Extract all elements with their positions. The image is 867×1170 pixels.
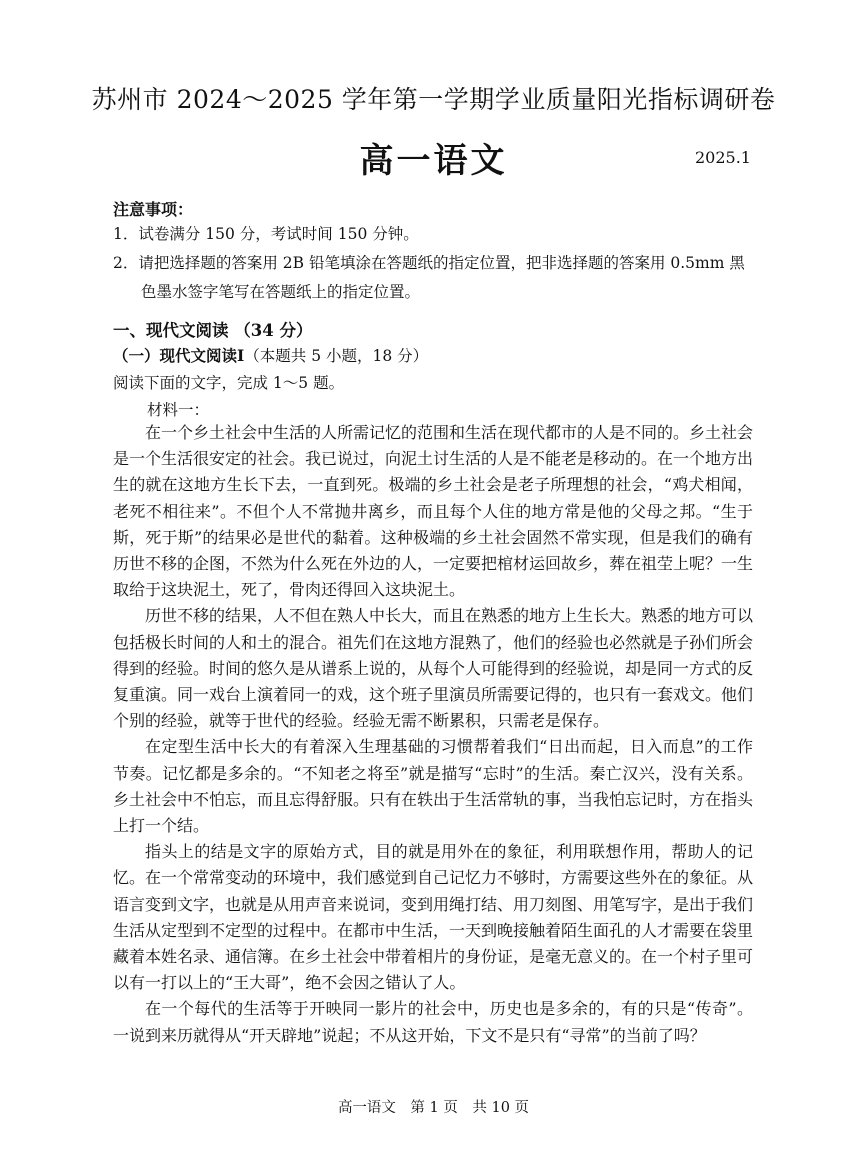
paragraph: 在一个每代的生活等于开映同一影片的社会中，历史也是多余的，有的只是“传奇”。一说到来历就得从“开天辟地”说起；不从这开始，下文不是只有“寻常”的当前了吗？ (113, 999, 753, 1045)
exam-date: 2025.1 (695, 148, 751, 167)
subsection-title: （一）现代文阅读Ⅰ (113, 346, 245, 365)
notice-item-2-continued: 色墨水签字笔写在答题纸上的指定位置。 (141, 283, 421, 301)
paragraph: 指头上的结是文字的原始方式，目的就是用外在的象征，利用联想作用，帮助人的记忆。在一个常常变动的环境中，我们感觉到自己记忆力不够时，方需要这些外在的象征。从语言变到文字，也就是从用声音来说词，变到用绳打结、用刀刻图、用笔写字，是出于我们生活从定型到不定型的过程中。在都市中生活，一天到晚接触着陌生面孔的人才需要在袋里藏着本姓名录、通信簿。在乡土社会中带着相片的身份证，是毫无意义的。在一个村子里可以有一打以上的“王大哥”，绝不会因之错认了人。 (113, 842, 754, 993)
paragraph: 在一个乡土社会中生活的人所需记忆的范围和生活在现代都市的人是不同的。乡土社会是一个生活很安定的社会。我已说过，向泥土讨生活的人是不能老是移动的。在一个地方出生的就在这地方生长下去，一直到死。极端的乡土社会是老子所理想的社会，“鸡犬相闻，老死不相往来”。不但个人不常抛井离乡，而且每个人住的地方常是他的父母之邦。“生于斯，死于斯”的结果必是世代的黏着。这种极端的乡土社会固然不常实现，但是我们的确有历世不移的企图，不然为什么死在外边的人，一定要把棺材运回故乡，葬在祖茔上呢？一生取给于这块泥土，死了，骨肉还得回入这块泥土。 (113, 423, 754, 600)
notice-item-2: 2．请把选择题的答案用 2B 铅笔填涂在答题纸的指定位置，把非选择题的答案用 0.5mm 黑 (113, 254, 745, 272)
material-label: 材料一： (147, 401, 210, 419)
notice-heading: 注意事项： (113, 200, 194, 219)
subsection-heading (113, 344, 428, 366)
paragraph: 在定型生活中长大的有着深入生理基础的习惯帮着我们“日出而起，日入而息”的工作节奏。记忆都是多余的。“不知老之将至”就是描写“忘时”的生活。秦亡汉兴，没有关系。乡土社会中不怕忘，而且忘得舒服。只有在轶出于生活常轨的事，当我怕忘记时，方在指头上打一个结。 (113, 737, 754, 836)
exam-title: 苏州市 2024～2025 学年第一学期学业质量阳光指标调研卷 (91, 85, 776, 114)
page-footer: 高一语文 第 1 页 共 10 页 (337, 1100, 530, 1116)
reading-instruction: 阅读下面的文字，完成 1～5 题。 (113, 374, 345, 392)
section-heading: 一、现代文阅读 （34 分） (113, 321, 313, 340)
paragraph: 历世不移的结果，人不但在熟人中长大，而且在熟悉的地方上生长大。熟悉的地方可以包括极长时间的人和土的混合。祖先们在这地方混熟了，他们的经验也必然就是子孙们所会得到的经验。时间的悠久是从谱系上说的，从每个人可能得到的经验说，却是同一方式的反复重演。同一戏台上演着同一的戏，这个班子里演员所需要记得的，也只有一套戏文。他们个别的经验，就等于世代的经验。经验无需不断累积，只需老是保存。 (113, 606, 754, 731)
notice-item-1: 1．试卷满分 150 分，考试时间 150 分钟。 (113, 225, 419, 243)
reading-passage (113, 420, 753, 1049)
subsection-note: （本题共 5 小题，18 分） (244, 347, 429, 365)
subject-title: 高一语文 (359, 141, 508, 181)
